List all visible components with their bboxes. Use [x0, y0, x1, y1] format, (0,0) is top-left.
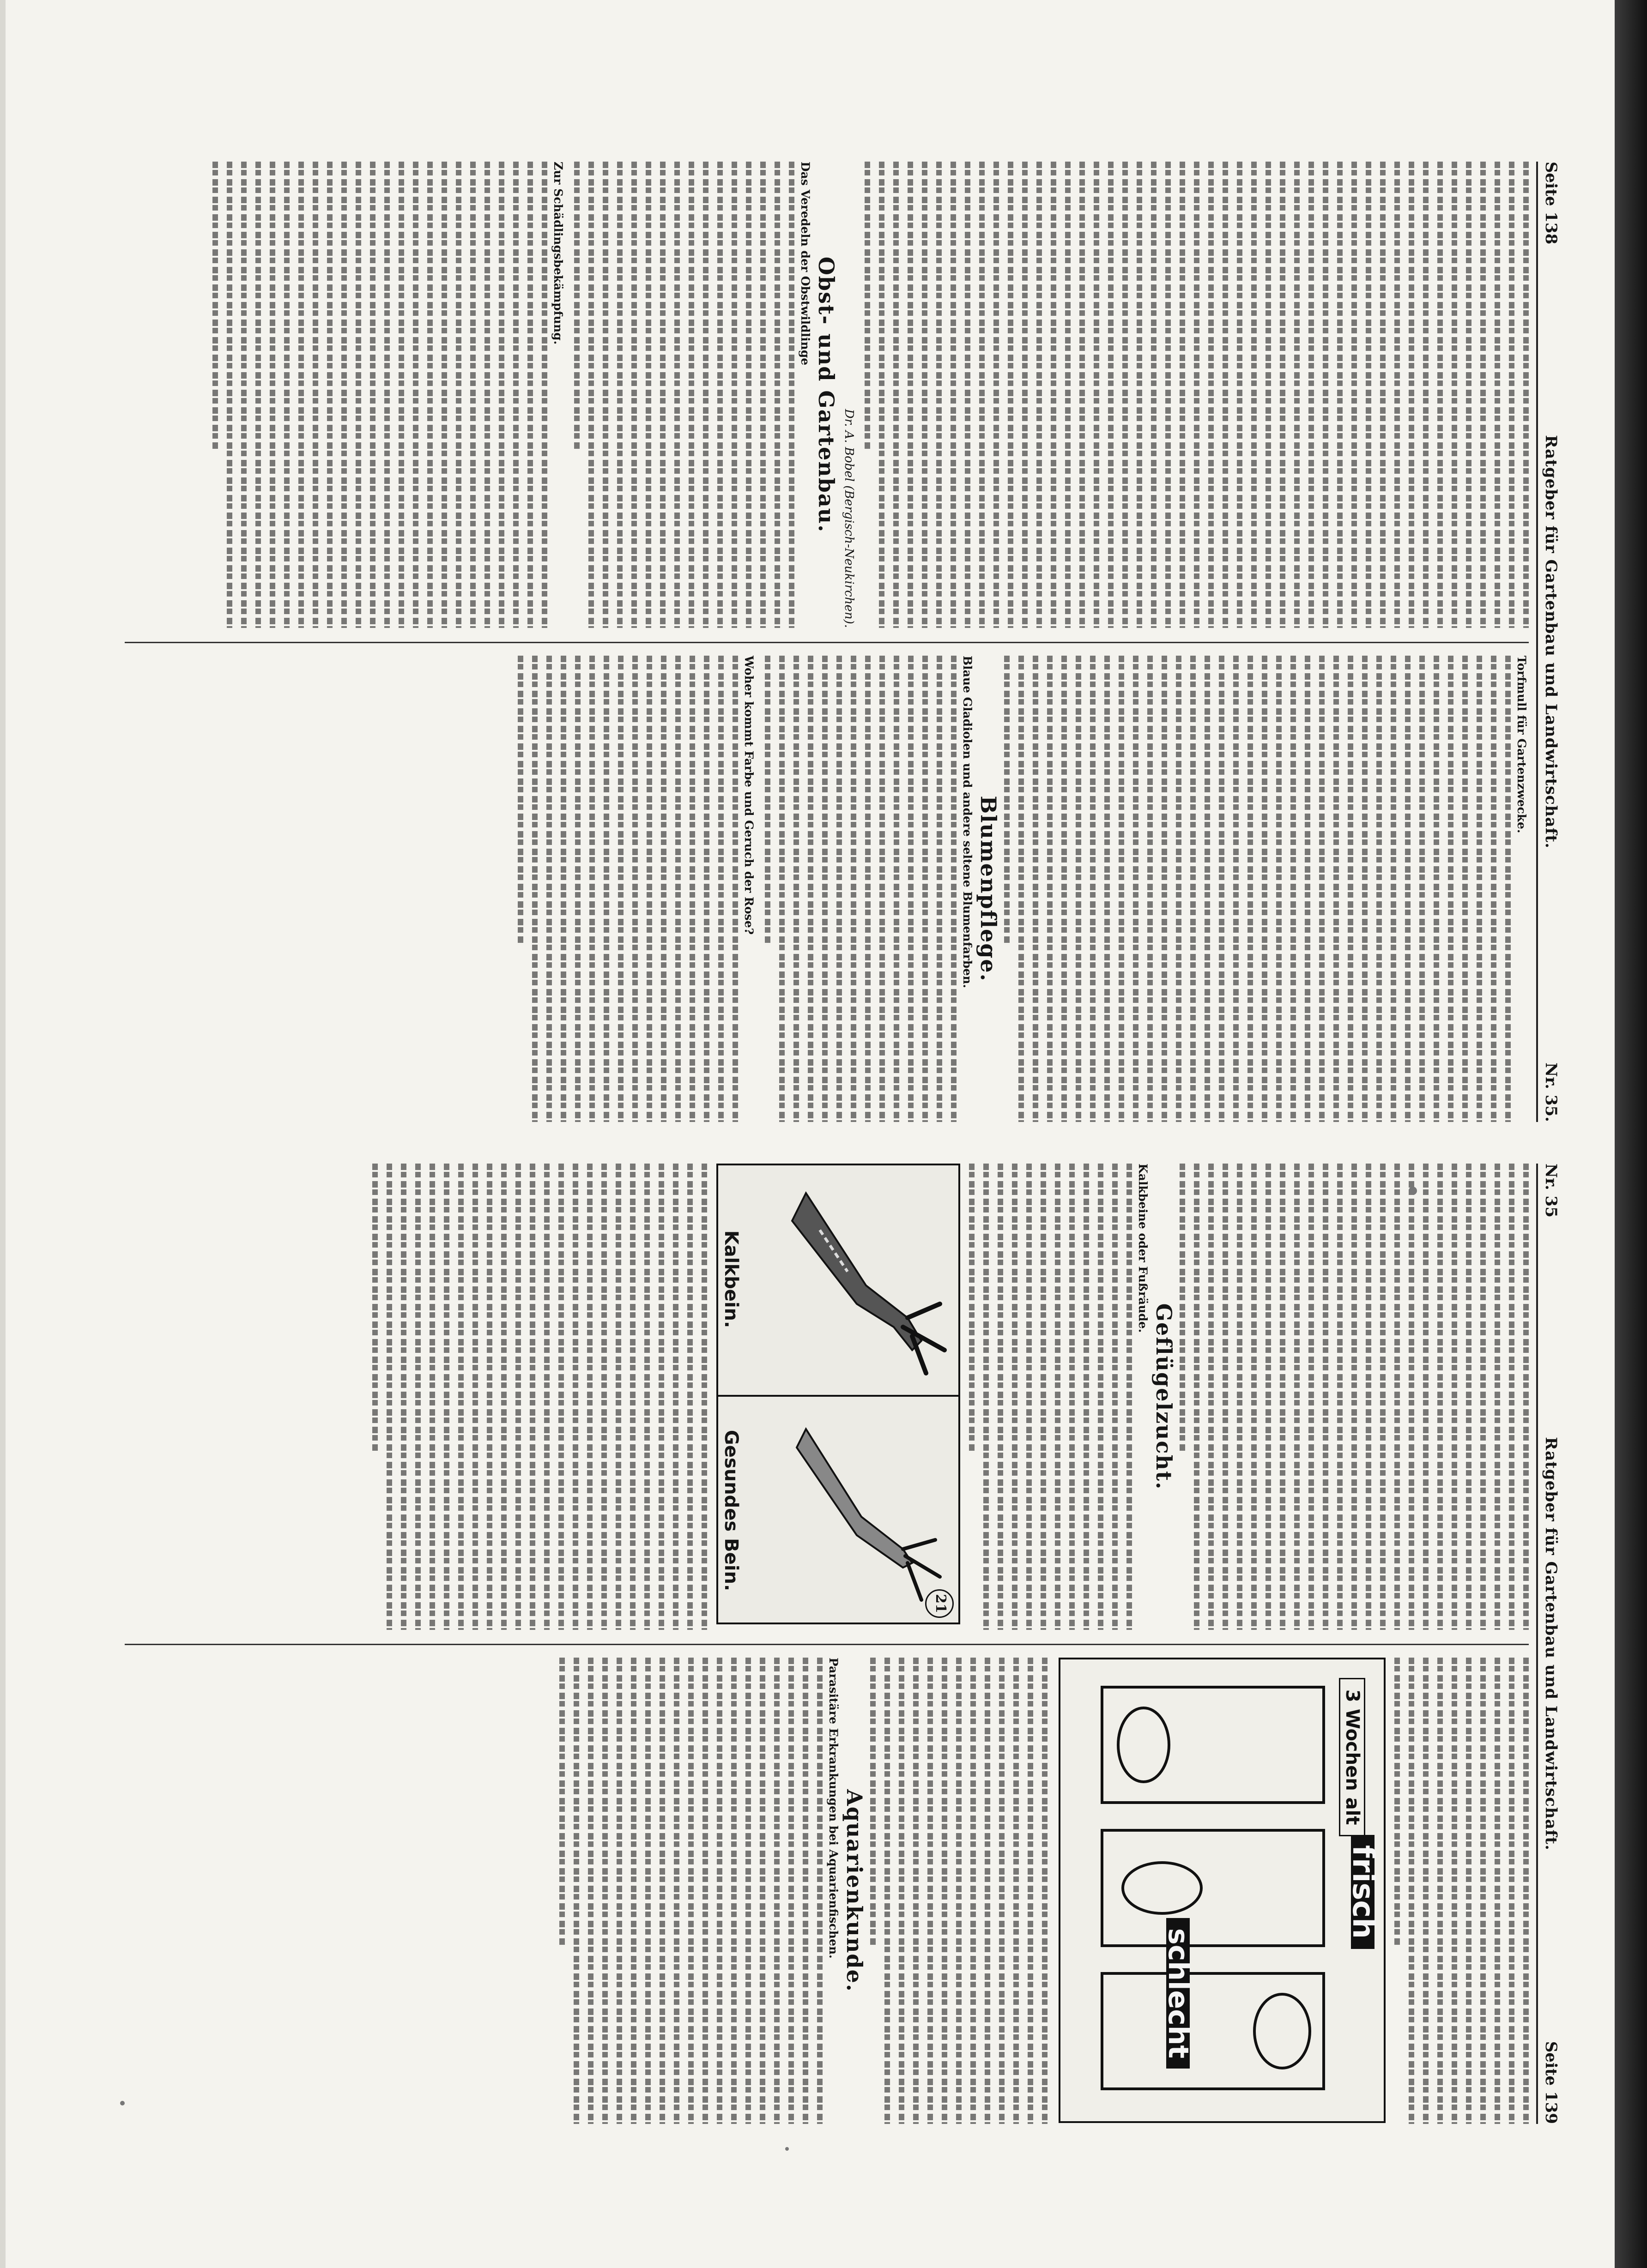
- left-page-column-1: [204, 162, 1529, 628]
- water-glasses-with-eggs: [1060, 1659, 1384, 2121]
- label-drei-wochen: 3 Wochen alt: [1339, 1678, 1365, 1836]
- subheading-schaedlinge-text: Zur Schädlingsbekämpfung.: [551, 162, 565, 345]
- subheading-gladiolen: [960, 656, 975, 1122]
- right-page-column-2: [551, 1658, 1529, 2124]
- subheading-parasitaer-text: Parasitäre Erkrankungen bei Aquarienfischen.: [827, 1658, 840, 1959]
- article-text-block: [559, 1658, 823, 2124]
- article-text-block: [1004, 656, 1511, 1122]
- article-text-block: [765, 656, 957, 1122]
- illustration-gesund-panel: [718, 1395, 958, 1624]
- subheading-gladiolen-text: Blaue Gladiolen und andere seltene Blumenfarben.: [961, 656, 974, 989]
- issue-number-right: Nr. 35: [1542, 1164, 1560, 1218]
- article-text-block: [372, 1164, 707, 1630]
- scan-left-margin: [0, 0, 6, 2268]
- subheading-parasitaer: [826, 1658, 841, 2124]
- section-heading-aquarien: Aquarienkunde.: [842, 1789, 867, 1992]
- egg-freshness-illustration: [1059, 1658, 1386, 2123]
- article-text-block: [574, 162, 794, 628]
- page-header-right: [1536, 1164, 1570, 2124]
- subheading-torfmull: [1514, 656, 1529, 1122]
- section-heading-gefluegel: Geflügelzucht.: [1151, 1303, 1176, 1490]
- article-text-block: [865, 162, 1529, 628]
- illustration-chicken-legs: [716, 1164, 960, 1624]
- section-heading-blumen: Blumenpflege.: [976, 796, 1001, 982]
- article-text-block: [212, 162, 547, 628]
- subheading-kalkbeine: [1136, 1164, 1150, 1630]
- label-gesundes-bein: Gesundes Bein.: [721, 1430, 742, 1592]
- left-page-column-2: [509, 656, 1529, 1122]
- section-heading-obst: Obst- und Gartenbau.: [814, 256, 839, 533]
- article-text-block: [518, 656, 738, 1122]
- label-kalkbein: Kalkbein.: [721, 1230, 742, 1328]
- page-header-left: [1536, 162, 1570, 1122]
- scan-speck: [1409, 1187, 1417, 1195]
- page-right: [115, 1164, 1570, 2124]
- diseased-leg-drawing: [764, 1165, 958, 1393]
- page-left: [115, 162, 1570, 1122]
- subheading-rose-text: Woher kommt Farbe und Geruch der Rose?: [742, 656, 756, 935]
- page-number-left: Seite 138: [1542, 162, 1560, 245]
- rotated-spread: [115, 162, 1570, 2124]
- subheading-rose: [742, 656, 756, 1122]
- article-author: Dr. A. Bobel (Bergisch-Neukirchen).: [842, 409, 856, 628]
- label-frisch: frisch: [1351, 1835, 1375, 1949]
- scan-right-edge: [1615, 0, 1647, 2268]
- column-rule-left: [125, 642, 1529, 643]
- article-text-block: [1394, 1658, 1529, 2124]
- label-schlecht: schlecht: [1166, 1918, 1190, 2069]
- running-title-left: Ratgeber für Gartenbau und Landwirtschaft.: [1542, 435, 1560, 849]
- figure-number: 21: [925, 1589, 954, 1618]
- page-number-right: Seite 139: [1542, 2041, 1560, 2124]
- column-rule-right: [125, 1644, 1529, 1645]
- scan-speck: [120, 2101, 125, 2105]
- subheading-kalkbeine-text: Kalkbeine oder Fußräude.: [1136, 1164, 1150, 1333]
- subheading-torfmull-text: Torfmull für Gartenzwecke.: [1515, 656, 1528, 833]
- subheading-schaedlinge: [551, 162, 565, 628]
- article-text-block: [870, 1658, 1048, 2124]
- subheading-veredeln-text: Das Veredeln der Obstwildlinge: [799, 162, 812, 366]
- issue-number-left: Nr. 35.: [1542, 1062, 1560, 1122]
- article-text-block: [969, 1164, 1132, 1630]
- running-title-right: Ratgeber für Gartenbau und Landwirtschaft.: [1542, 1437, 1560, 1851]
- illustration-kalkbein-panel: [718, 1165, 958, 1393]
- healthy-leg-drawing: [764, 1397, 958, 1624]
- right-page-column-1: [363, 1164, 1529, 1630]
- scan-speck: [785, 2147, 789, 2151]
- subheading-veredeln: [798, 162, 812, 628]
- article-text-block: [1180, 1164, 1529, 1630]
